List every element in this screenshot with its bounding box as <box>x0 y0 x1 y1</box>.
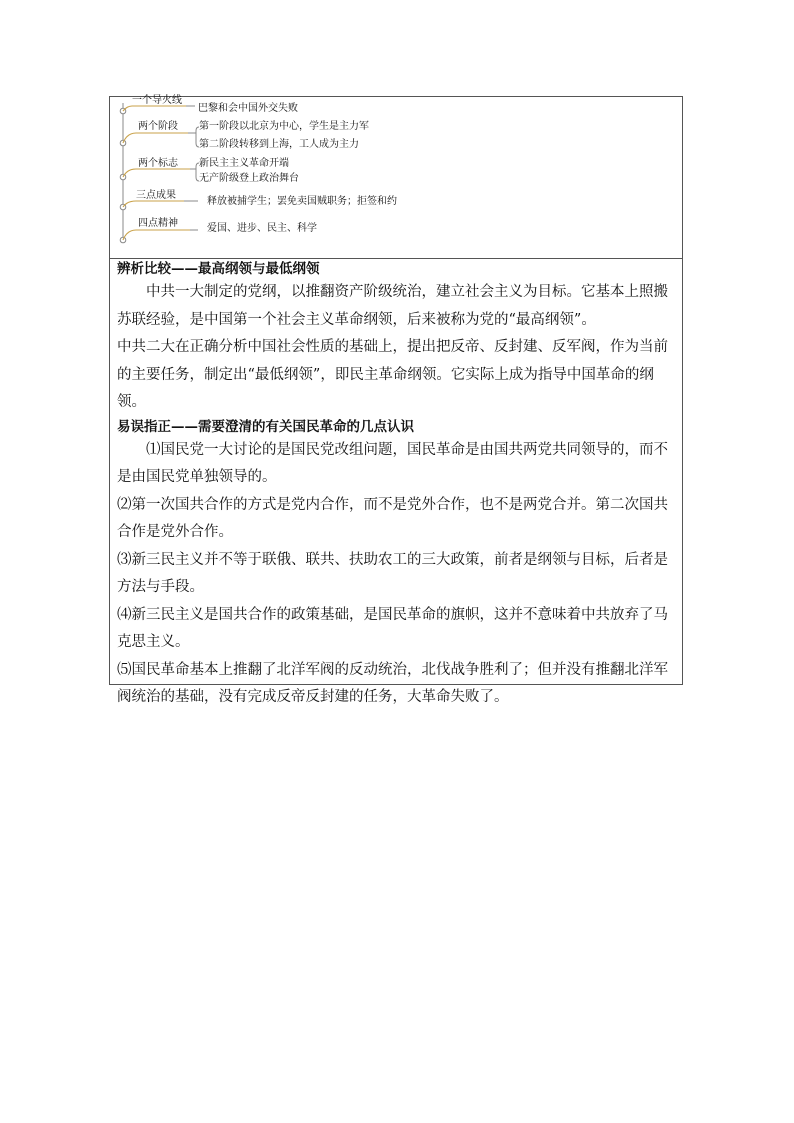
node-text-trigger: 巴黎和会中国外交失败 <box>198 103 298 114</box>
node-text-results: 释放被捕学生；罢免卖国贼职务；拒签和约 <box>207 196 397 207</box>
node-text-marker-two: 无产阶级登上政治舞台 <box>199 173 299 184</box>
errors-heading: 易误指正——需要澄清的有关国民革命的几点认识 <box>117 418 414 435</box>
mind-map-lines <box>110 97 682 258</box>
node-text-spirit: 爱国、进步、民主、科学 <box>207 223 317 234</box>
node-label-stages: 两个阶段 <box>138 121 178 132</box>
error-item-4: ⑷新三民主义是国共合作的政策基础，是国民革命的旗帜，这并不意味着中共放弃了马克思主义。 <box>117 606 668 650</box>
compare-heading: 辨析比较——最高纲领与最低纲领 <box>117 261 320 277</box>
compare-paragraph-1: 中共一大制定的党纲，以推翻资产阶级统治，建立社会主义为目标。它基本上照搬苏联经验，是中国第一个社会主义革命纲领，后来被称为党的“最高纲领”。 <box>117 284 668 328</box>
node-label-markers: 两个标志 <box>138 158 178 169</box>
node-text-stage-one: 第一阶段以北京为中心，学生是主力军 <box>199 121 369 132</box>
compare-paragraph-2: 中共二大在正确分析中国社会性质的基础上，提出把反帝、反封建、反军阀，作为当前的主要任务，制定出“最低纲领”，即民主革命纲领。它实际上成为指导中国革命的纲领。 <box>117 339 668 410</box>
node-text-marker-one: 新民主主义革命开端 <box>199 158 289 169</box>
node-label-spirit: 四点精神 <box>138 218 178 229</box>
node-text-stage-two: 第二阶段转移到上海，工人成为主力 <box>199 139 359 150</box>
notes-section <box>117 259 679 712</box>
error-item-1: ⑴国民党一大讨论的是国民党改组问题，国民革命是由国共两党共同领导的，而不是由国民党单独领导的。 <box>117 441 668 485</box>
error-item-5: ⑸国民革命基本上推翻了北洋军阀的反动统治，北伐战争胜利了；但并没有推翻北洋军阀统治的基础，没有完成反帝反封建的任务，大革命失败了。 <box>117 661 668 705</box>
error-item-2: ⑵第一次国共合作的方式是党内合作，而不是党外合作，也不是两党合并。第二次国共合作是党外合作。 <box>117 496 668 540</box>
node-label-results: 三点成果 <box>136 190 176 201</box>
error-item-3: ⑶新三民主义并不等于联俄、联共、扶助农工的三大政策，前者是纲领与目标，后者是方法与手段。 <box>117 551 668 595</box>
mind-map-diagram <box>110 97 682 258</box>
node-label-trigger: 一个导火线 <box>132 95 182 106</box>
content-table <box>109 95 683 705</box>
